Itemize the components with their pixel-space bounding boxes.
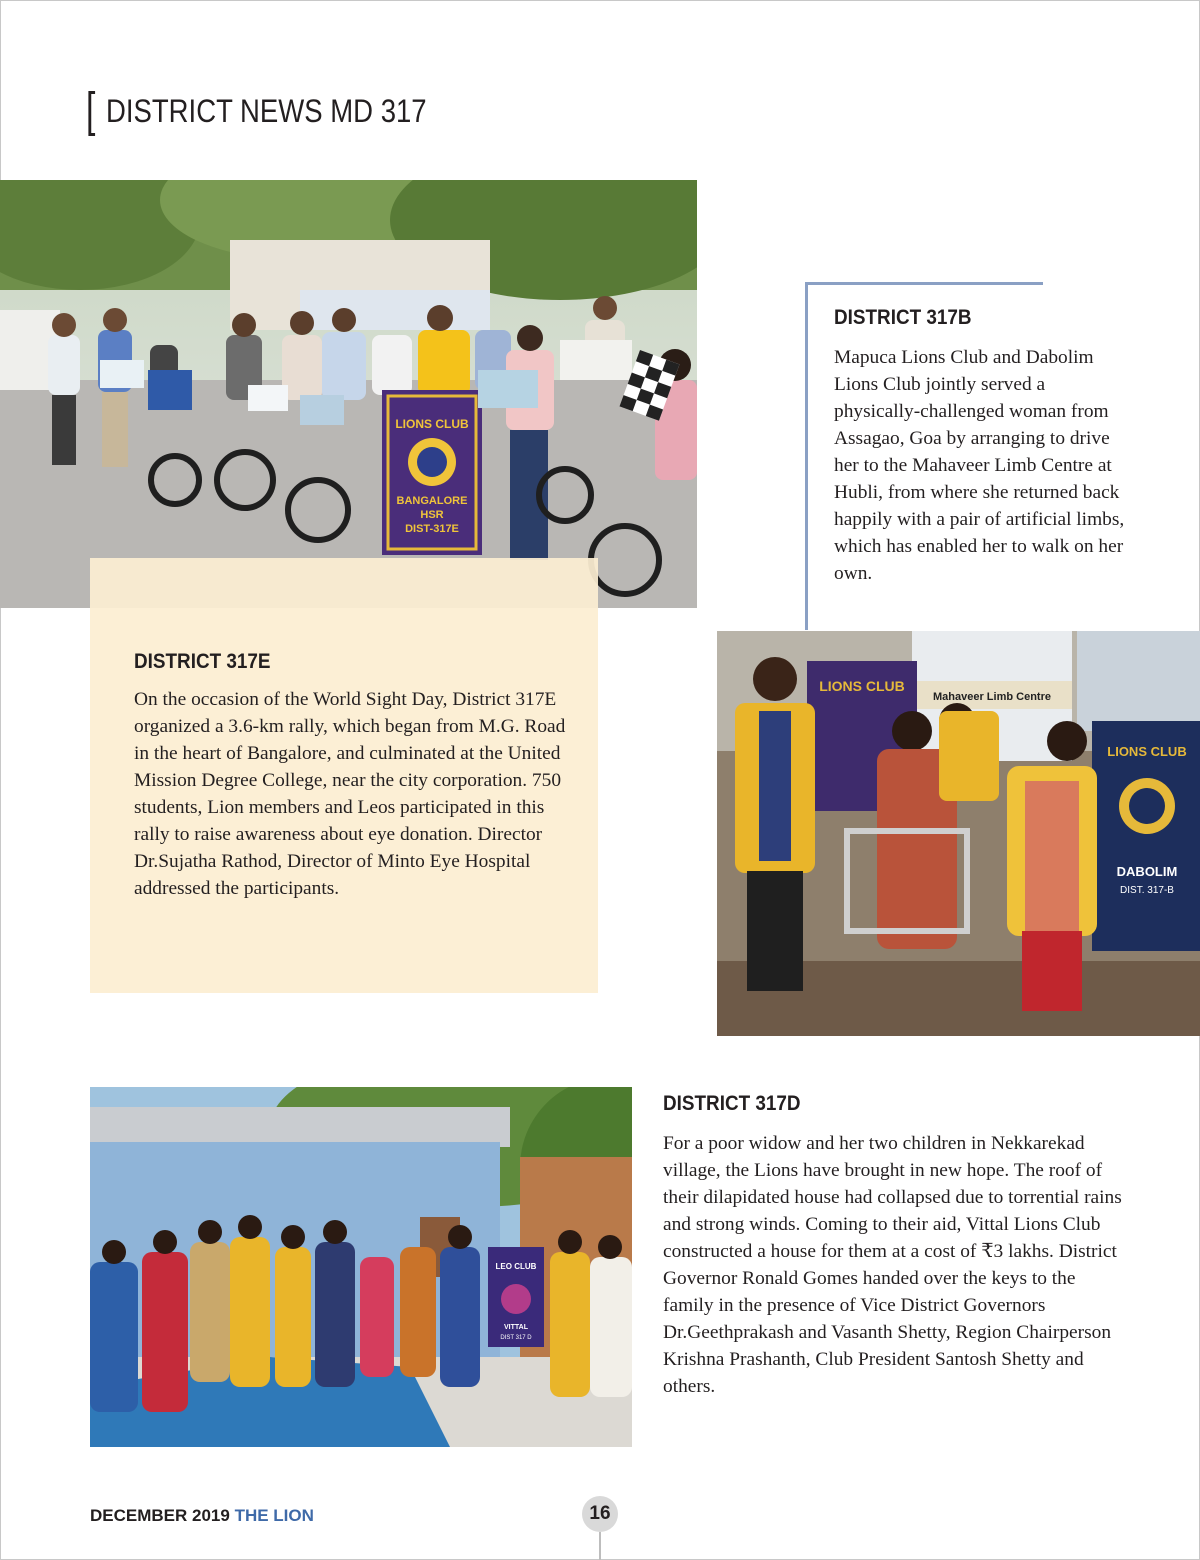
footer-magazine-name: THE LION: [234, 1506, 314, 1525]
limb-banner-left: LIONS CLUB: [819, 678, 905, 694]
page-footer: [90, 1506, 314, 1526]
footer-issue-date: DECEMBER 2019: [90, 1506, 230, 1525]
leo-banner-line-3: DIST 317 D: [500, 1335, 532, 1341]
rally-banner-line-2: BANGALORE: [396, 495, 468, 507]
story-title-317e: DISTRICT 317E: [134, 650, 271, 673]
limb-banner-right-1: LIONS CLUB: [1107, 744, 1187, 759]
rally-banner-line-1: LIONS CLUB: [395, 417, 469, 431]
story-block-317b: [834, 306, 1134, 587]
limb-banner-right-3: DIST. 317-B: [1120, 885, 1174, 896]
limb-centre-photo: [717, 631, 1200, 1036]
page-header: [86, 84, 479, 137]
leo-banner-line-1: LEO CLUB: [495, 1262, 537, 1271]
rally-banner-line-4: DIST-317E: [405, 523, 459, 535]
header-bracket: [: [86, 84, 96, 137]
story-body-317b: Mapuca Lions Club and Dabolim Lions Club jointly served a physically-challenged woman from Assagao, Goa by arranging to drive her to the Mahaveer Limb Centre at Hubli, from where she returned back happily with a pair of artificial limbs, which has enabled her to walk on her own.: [834, 347, 1125, 584]
leo-banner-line-2: VITTAL: [504, 1324, 528, 1331]
limb-centre-sign: Mahaveer Limb Centre: [933, 691, 1051, 703]
story-title-317d: DISTRICT 317D: [663, 1092, 801, 1115]
story-title-317b: DISTRICT 317B: [834, 306, 972, 329]
house-handover-photo: [90, 1087, 632, 1447]
accent-rule-vertical: [805, 282, 808, 630]
story-block-317d: [663, 1092, 1123, 1400]
story-body-317d: For a poor widow and her two children in Nekkarekad village, the Lions have brought in new hope. The roof of their dilapidated house had collapsed due to torrential rains and strong winds. Coming to their aid, Vittal Lions Club constructed a house for them at a cost of ₹3 lakhs. District Governor Ronald Gomes handed over the keys to the family in the presence of Vice District Governors Dr.Geethprakash and Vasanth Shetty, Region Chairperson Krishna Prashanth, Club President Santosh Shetty and others.: [663, 1133, 1122, 1397]
page-number: 16: [582, 1496, 618, 1532]
page-number-rule: [599, 1532, 601, 1560]
accent-rule-horizontal: [805, 282, 1043, 285]
rally-photo: [0, 180, 697, 608]
section-title: DISTRICT NEWS MD 317: [106, 92, 427, 129]
limb-banner-right-2: DABOLIM: [1116, 864, 1178, 879]
story-body-317e: On the occasion of the World Sight Day, District 317E organized a 3.6-km rally, which began from M.G. Road in the heart of Bangalore, and culminated at the United Mission Degree College, near the city corporation. 750 students, Lion members and Leos participated in this rally to raise awareness about eye donation. Director Dr.Sujatha Rathod, Director of Minto Eye Hospital addressed the participants.: [134, 689, 566, 899]
story-box-317e: [90, 558, 598, 993]
rally-banner-line-3: HSR: [420, 509, 444, 521]
